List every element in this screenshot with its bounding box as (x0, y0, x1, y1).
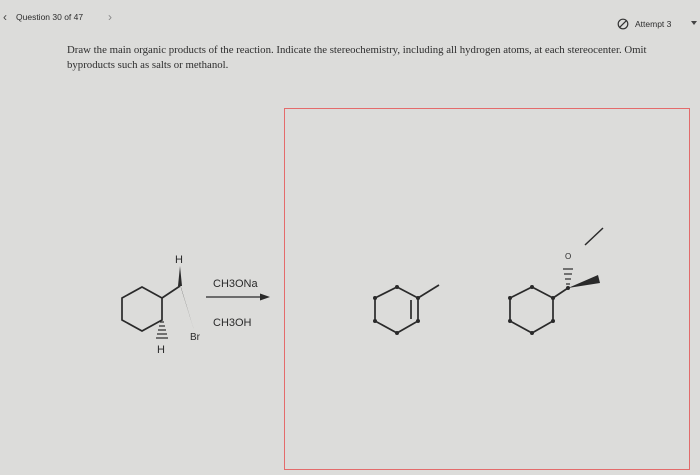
label-h-top: H (175, 254, 183, 266)
product1-atom-dots (373, 285, 420, 335)
product2-wedge-methyl (568, 275, 600, 288)
question-text: Draw the main organic products of the reaction. Indicate the stereochemistry, including all hydrogen atoms, at each stereocenter. Omit byproducts such as salts or methanol. (67, 44, 647, 71)
product2-label-o: O (565, 252, 572, 261)
chevron-right-icon[interactable]: › (108, 10, 112, 24)
chevron-left-icon[interactable]: ‹ (3, 10, 7, 24)
reagent-below-text: CH3OH (213, 317, 252, 329)
question-counter: Question 30 of 47 (16, 12, 84, 22)
product2-ring-substituent-bond (553, 288, 568, 298)
product1-methyl-bond (418, 285, 439, 298)
product2-ring (510, 287, 553, 333)
reagent-above-text: CH3ONa (213, 278, 258, 290)
attempt-label: Attempt 3 (635, 19, 672, 29)
product2-hashed-bond-o (563, 269, 573, 284)
product2-o-methyl-bond (585, 228, 603, 245)
label-h-bottom: H (157, 344, 165, 356)
label-br: Br (190, 332, 200, 343)
